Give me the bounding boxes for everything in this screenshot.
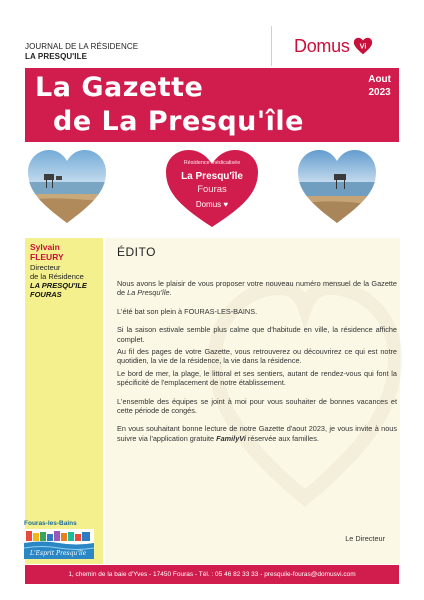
beach-heart-photo-right	[296, 148, 378, 224]
badge-heart-icon: ♥	[221, 200, 229, 209]
edito-paragraph-5: Le bord de mer, la plage, le littoral et ses sentiers, autant de rendez-vous qui font la spécificité de l'emplacement de notre établissement.	[117, 368, 397, 388]
author-role: Directeur	[30, 263, 61, 272]
edito-article	[105, 238, 400, 564]
title-band	[25, 68, 399, 142]
issue-month: Aout	[368, 74, 391, 85]
footer-contact: 1, chemin de la baie d'Yves - 17450 Fouras - Tél. : 05 46 82 33 33 - presquile-fouras@domusvi.com	[25, 565, 399, 584]
author-block	[30, 242, 102, 299]
journal-line1: JOURNAL DE LA RÉSIDENCE	[25, 42, 139, 51]
p7-end: réservée aux familles.	[245, 433, 319, 443]
badge-logo	[163, 200, 261, 209]
gazette-title-line2: de La Presqu'île	[53, 106, 304, 137]
badge-residence-name: La Presqu'île	[181, 171, 243, 182]
p1-text: Nous avons le plaisir de vous proposer votre nouveau numéro mensuel de la Gazette de	[117, 279, 397, 298]
edito-paragraph-2: L'été bat son plein à FOURAS-LES-BAINS.	[117, 306, 258, 316]
edito-paragraph-3: Si la saison estivale semble plus calme que d'habitude en ville, la résidence affiche complet.	[117, 325, 397, 344]
author-sidebar	[25, 238, 103, 564]
logo-text: Domus	[294, 35, 350, 56]
journal-label	[25, 42, 138, 62]
journal-line2: LA PRESQU'ILE	[25, 52, 88, 61]
issue-date	[368, 73, 391, 99]
badge-logo-text: Domus	[195, 200, 222, 209]
beach-heart-photo-left	[26, 148, 108, 224]
edito-paragraph-1	[117, 279, 397, 298]
author-residence-city: FOURAS	[30, 290, 62, 299]
gazette-title-line1: La Gazette	[35, 72, 204, 103]
edito-body	[117, 279, 397, 452]
header-divider	[271, 26, 272, 66]
edito-paragraph-7	[117, 424, 397, 443]
fouras-les-bains-logo	[24, 520, 94, 560]
author-first-name: Sylvain	[30, 242, 60, 252]
logo-mark: Vi	[359, 41, 366, 51]
p7-text: En vous souhaitant bonne lecture de notre Gazette d'aout 2023, je vous invite à nous suivre via l'application gratuite	[117, 424, 397, 443]
edito-signature: Le Directeur	[345, 534, 385, 543]
edito-paragraph-4: Au fil des pages de votre Gazette, vous retrouverez ou découvrirez ce qui est notre quotidien, la vie de la résidence, la vie dans la résidence.	[117, 347, 397, 366]
residence-badge	[163, 148, 261, 228]
author-last-name: FLEURY	[30, 252, 64, 262]
p1-italic: La Presqu'île	[127, 288, 170, 298]
header	[0, 0, 424, 68]
p7-app-name: FamilyVi	[216, 433, 246, 443]
edito-paragraph-6: L'ensemble des équipes se joint à moi pour vous souhaiter de bonnes vacances et cette période de congés.	[117, 396, 397, 416]
author-residence: de la Résidence	[30, 272, 84, 281]
heart-images-row	[0, 148, 424, 228]
edito-title: ÉDITO	[117, 245, 156, 259]
fouras-logo-tagline: L'Esprit Presqu'île	[30, 550, 87, 557]
p1-end: .	[169, 288, 172, 298]
gazette-title	[35, 71, 304, 139]
domusvi-logo	[294, 34, 374, 58]
issue-year: 2023	[368, 87, 391, 98]
badge-subtitle: Résidence médicalisée	[183, 160, 241, 166]
fouras-logo-art	[24, 529, 94, 559]
author-residence-name: LA PRESQU'ILE	[30, 281, 87, 290]
fouras-logo-title: Fouras-les-Bains	[24, 520, 77, 527]
badge-city: Fouras	[197, 184, 227, 195]
heart-logo-icon	[352, 35, 374, 57]
